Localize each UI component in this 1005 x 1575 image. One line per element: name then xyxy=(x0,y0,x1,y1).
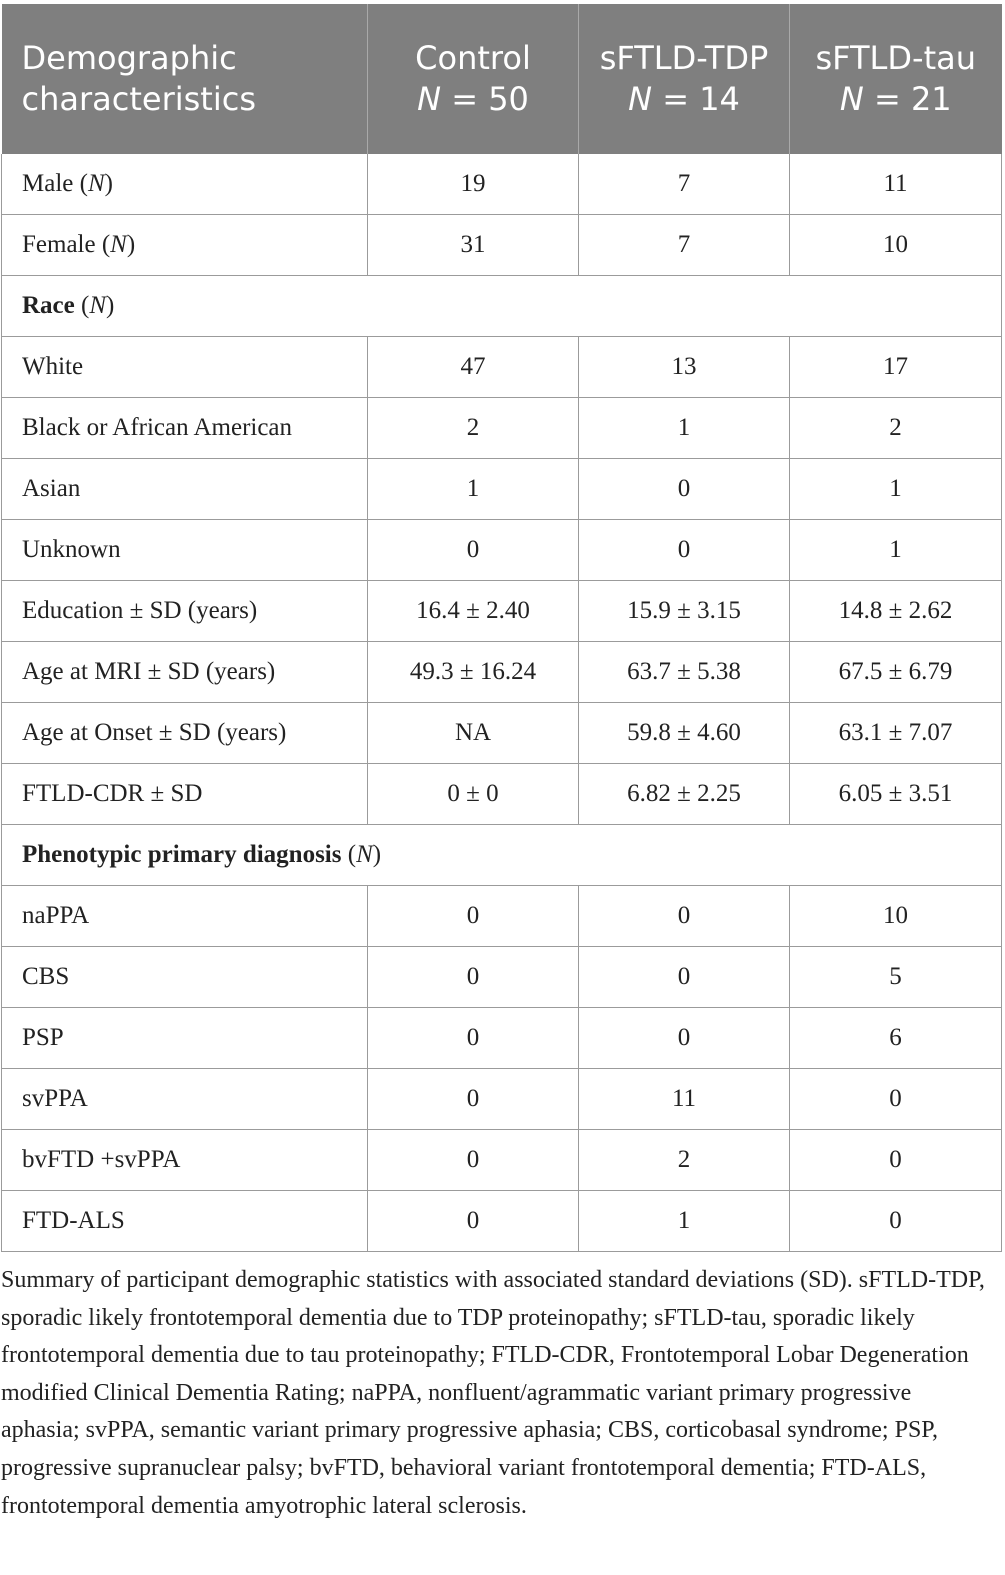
table-header xyxy=(2,4,1002,154)
value-cell: 1 xyxy=(579,398,790,459)
header-control xyxy=(368,4,579,154)
row-label-cell xyxy=(2,1008,368,1069)
table-row xyxy=(2,947,1002,1008)
row-label-cell xyxy=(2,1069,368,1130)
value-cell: 0 ± 0 xyxy=(368,764,579,825)
row-label: Age at MRI ± SD (years) xyxy=(22,658,276,685)
row-label-cell xyxy=(2,1191,368,1252)
row-label-cell xyxy=(2,1130,368,1191)
header-label: Demographic characteristics xyxy=(21,39,256,118)
value-cell: 11 xyxy=(579,1069,790,1130)
table-row xyxy=(2,520,1002,581)
value-cell: 1 xyxy=(579,1191,790,1252)
row-label: White xyxy=(22,353,84,380)
header-n-value: = 14 xyxy=(652,80,740,118)
value-cell: 13 xyxy=(579,337,790,398)
header-label: Control xyxy=(415,39,531,77)
value-cell: 0 xyxy=(579,947,790,1008)
unit-symbol: N xyxy=(89,292,107,319)
value-cell: 0 xyxy=(368,1069,579,1130)
row-label-cell xyxy=(2,215,368,276)
value-cell: 63.1 ± 7.07 xyxy=(790,703,1002,764)
value-cell: 7 xyxy=(579,154,790,215)
value-cell: 0 xyxy=(790,1069,1002,1130)
table-row xyxy=(2,642,1002,703)
row-label-cell xyxy=(2,764,368,825)
demographics-table xyxy=(1,4,1002,1252)
header-sftld-tdp xyxy=(579,4,790,154)
unit-symbol: N xyxy=(356,841,373,868)
value-cell: 16.4 ± 2.40 xyxy=(368,581,579,642)
header-n-value: = 21 xyxy=(863,80,952,118)
row-label: Unknown xyxy=(22,536,121,563)
row-label: Asian xyxy=(22,475,81,502)
row-label-cell xyxy=(2,520,368,581)
table-row xyxy=(2,581,1002,642)
value-cell: 0 xyxy=(368,1008,579,1069)
value-cell: 14.8 ± 2.62 xyxy=(790,581,1002,642)
value-cell: 47 xyxy=(368,337,579,398)
table-row xyxy=(2,215,1002,276)
header-demographic-characteristics xyxy=(2,4,368,154)
value-cell: 0 xyxy=(368,886,579,947)
row-label-cell xyxy=(2,398,368,459)
table-row xyxy=(2,886,1002,947)
table-row xyxy=(2,764,1002,825)
value-cell: 0 xyxy=(368,520,579,581)
value-cell: 2 xyxy=(368,398,579,459)
value-cell: 0 xyxy=(579,459,790,520)
table-row xyxy=(2,337,1002,398)
value-cell: 17 xyxy=(790,337,1002,398)
value-cell: 6.05 ± 3.51 xyxy=(790,764,1002,825)
value-cell: 6 xyxy=(790,1008,1002,1069)
value-cell: 2 xyxy=(579,1130,790,1191)
table-row xyxy=(2,1191,1002,1252)
row-label-cell xyxy=(2,154,368,215)
value-cell: 59.8 ± 4.60 xyxy=(579,703,790,764)
section-label: Phenotypic primary diagnosis xyxy=(22,841,342,868)
header-label: sFTLD-TDP xyxy=(599,39,769,77)
row-label-cell xyxy=(2,886,368,947)
section-unit: (N) xyxy=(341,841,382,868)
row-label: bvFTD +svPPA xyxy=(22,1146,181,1173)
header-sftld-tau xyxy=(790,4,1002,154)
header-n-symbol: N xyxy=(417,80,442,118)
row-label-tail: ) xyxy=(104,170,113,197)
row-label-tail: ) xyxy=(126,231,136,258)
row-label: FTLD-CDR ± SD xyxy=(22,780,203,807)
value-cell: 19 xyxy=(368,154,579,215)
row-label: svPPA xyxy=(22,1085,88,1112)
value-cell: 5 xyxy=(790,947,1002,1008)
row-label-cell xyxy=(2,337,368,398)
section-header-cell xyxy=(2,276,1002,337)
row-label: PSP xyxy=(22,1024,64,1051)
demographics-table-container xyxy=(0,4,1002,1525)
section-header-cell xyxy=(2,825,1002,886)
section-header-row xyxy=(2,276,1002,337)
header-n-symbol: N xyxy=(628,80,653,118)
row-label: CBS xyxy=(22,963,70,990)
row-label-cell xyxy=(2,581,368,642)
table-footnote: Summary of participant demographic statistics with associated standard deviations (SD). sFTLD-TDP, sporadic likely frontotemporal dementia due to TDP proteinopathy; sFTLD-tau, sporadic likely frontotemporal dementia due to tau proteinopathy; FTLD-CDR, Frontotemporal Lobar Degeneration modified Clinical Dementia Rating; naPPA, nonfluent/agrammatic variant primary progressive aphasia; svPPA, semantic variant primary progressive aphasia; CBS, corticobasal syndrome; PSP, progressive supranuclear palsy; bvFTD, behavioral variant frontotemporal dementia; FTD-ALS, frontotemporal dementia amyotrophic lateral sclerosis. xyxy=(1,1267,985,1519)
value-cell: 63.7 ± 5.38 xyxy=(579,642,790,703)
row-label-cell xyxy=(2,703,368,764)
value-cell: 7 xyxy=(579,215,790,276)
value-cell: 0 xyxy=(579,520,790,581)
table-row xyxy=(2,459,1002,520)
header-label: sFTLD-tau xyxy=(815,39,976,77)
value-cell: 1 xyxy=(790,459,1002,520)
row-label-cell xyxy=(2,947,368,1008)
table-row xyxy=(2,703,1002,764)
value-cell: 0 xyxy=(579,1008,790,1069)
value-cell: 49.3 ± 16.24 xyxy=(368,642,579,703)
value-cell: 0 xyxy=(790,1191,1002,1252)
value-cell: 10 xyxy=(790,886,1002,947)
row-label: Female ( xyxy=(22,231,111,258)
value-cell: 31 xyxy=(368,215,579,276)
row-label: Age at Onset ± SD (years) xyxy=(22,719,287,746)
value-cell: 2 xyxy=(790,398,1002,459)
value-cell: 10 xyxy=(790,215,1002,276)
row-label: Education ± SD (years) xyxy=(22,597,258,624)
row-label: Male ( xyxy=(22,170,88,197)
section-label: Race xyxy=(22,292,75,319)
row-label-cell xyxy=(2,459,368,520)
value-cell: 1 xyxy=(790,520,1002,581)
table-row xyxy=(2,1008,1002,1069)
value-cell: 0 xyxy=(579,886,790,947)
value-cell: 67.5 ± 6.79 xyxy=(790,642,1002,703)
row-label: Black or African American xyxy=(22,414,293,441)
value-cell: 15.9 ± 3.15 xyxy=(579,581,790,642)
unit-symbol: N xyxy=(87,170,105,197)
value-cell: 11 xyxy=(790,154,1002,215)
header-n-symbol: N xyxy=(839,80,864,118)
value-cell: 0 xyxy=(368,947,579,1008)
table-row xyxy=(2,398,1002,459)
value-cell: 1 xyxy=(368,459,579,520)
table-row xyxy=(2,1130,1002,1191)
row-label: naPPA xyxy=(22,902,90,929)
section-header-row xyxy=(2,825,1002,886)
value-cell: NA xyxy=(368,703,579,764)
section-unit: (N) xyxy=(74,292,115,319)
header-row xyxy=(2,4,1002,154)
value-cell: 0 xyxy=(368,1130,579,1191)
header-n-value: = 50 xyxy=(441,80,529,118)
value-cell: 0 xyxy=(790,1130,1002,1191)
table-row xyxy=(2,1069,1002,1130)
value-cell: 0 xyxy=(368,1191,579,1252)
value-cell: 6.82 ± 2.25 xyxy=(579,764,790,825)
unit-symbol: N xyxy=(110,231,127,258)
row-label: FTD-ALS xyxy=(22,1207,125,1234)
table-row xyxy=(2,154,1002,215)
table-body xyxy=(2,154,1002,1252)
row-label-cell xyxy=(2,642,368,703)
